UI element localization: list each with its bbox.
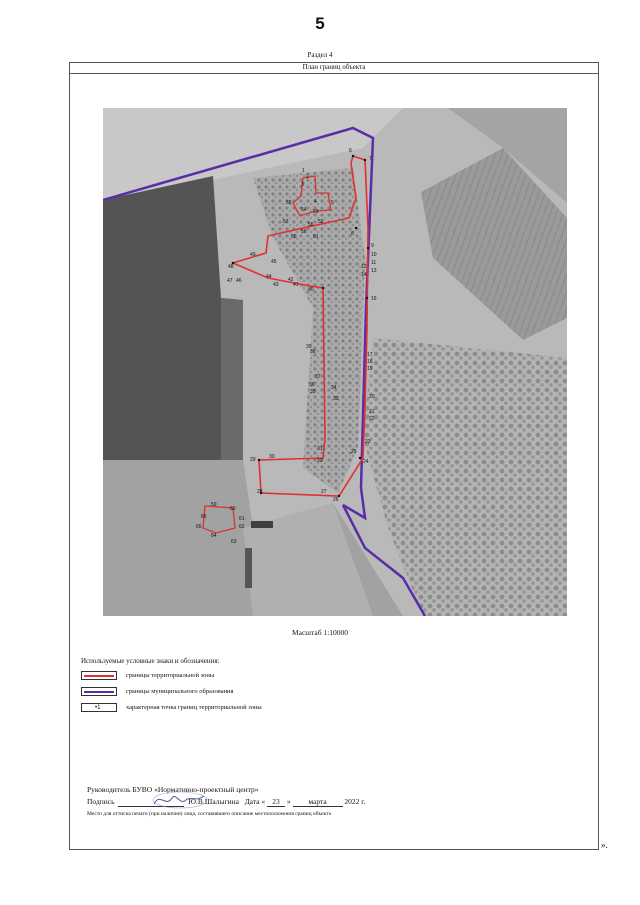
svg-text:61: 61 (239, 516, 245, 522)
svg-text:27: 27 (321, 489, 327, 495)
svg-text:39: 39 (306, 344, 312, 350)
svg-text:24: 24 (363, 459, 369, 465)
signature-label: Подпись (87, 797, 115, 806)
svg-text:19: 19 (367, 366, 373, 372)
svg-text:5: 5 (331, 200, 334, 206)
svg-text:11: 11 (371, 260, 377, 266)
svg-text:66: 66 (201, 514, 207, 520)
svg-text:36: 36 (309, 382, 315, 388)
closing-quote: ». (601, 840, 608, 850)
date-year: 2022 г. (344, 797, 366, 806)
svg-text:21: 21 (369, 409, 375, 415)
point-marker-icon: •1 (95, 705, 101, 711)
legend-swatch-zone (81, 671, 117, 680)
svg-text:3: 3 (301, 182, 304, 188)
svg-text:41: 41 (293, 282, 299, 288)
page-number: 5 (315, 14, 325, 33)
svg-text:9: 9 (371, 243, 374, 249)
svg-text:31: 31 (317, 446, 323, 452)
svg-text:18: 18 (367, 359, 373, 365)
svg-text:49: 49 (250, 252, 256, 258)
svg-text:10: 10 (371, 252, 377, 258)
svg-text:44: 44 (266, 274, 272, 280)
svg-text:57: 57 (283, 219, 289, 225)
svg-text:46: 46 (236, 278, 242, 284)
svg-text:32: 32 (317, 458, 323, 464)
svg-text:52: 52 (318, 219, 324, 225)
legend-title: Используемые условные знаки и обозначения: (81, 657, 220, 665)
svg-text:59: 59 (211, 502, 217, 508)
legend-label-zone: границы территориальной зоны (126, 672, 215, 679)
date-day: 23 (267, 797, 285, 807)
svg-text:51: 51 (313, 234, 319, 240)
boundary-map (103, 108, 567, 616)
svg-text:55: 55 (308, 222, 314, 228)
signature-line (87, 797, 365, 807)
svg-text:43: 43 (273, 282, 279, 288)
svg-text:47: 47 (227, 278, 233, 284)
svg-text:37: 37 (315, 374, 321, 380)
svg-text:30: 30 (269, 454, 275, 460)
svg-text:53: 53 (313, 209, 319, 215)
svg-text:29: 29 (250, 457, 256, 463)
handwritten-signature (150, 790, 208, 810)
svg-text:34: 34 (331, 385, 337, 391)
date-month: марта (293, 797, 343, 807)
signature-org: Руководитель БУВО «Нормативно-проектный центр» (87, 785, 259, 794)
svg-text:26: 26 (333, 497, 339, 503)
svg-text:8: 8 (351, 231, 354, 237)
svg-text:23: 23 (365, 439, 371, 445)
svg-text:40: 40 (308, 287, 314, 293)
svg-text:13: 13 (371, 268, 377, 274)
section-title: Раздел 4 (307, 51, 333, 59)
legend-swatch-municipal (81, 687, 117, 696)
svg-text:7: 7 (369, 156, 372, 162)
svg-text:50: 50 (291, 234, 297, 240)
svg-text:6: 6 (349, 148, 352, 154)
frame-title: План границ объекта (69, 62, 599, 74)
svg-text:65: 65 (196, 524, 202, 530)
svg-text:16: 16 (371, 296, 377, 302)
map-scale: Масштаб 1:10000 (291, 628, 349, 637)
svg-text:25: 25 (351, 449, 357, 455)
svg-text:28: 28 (257, 489, 263, 495)
svg-text:2: 2 (306, 174, 309, 180)
svg-text:62: 62 (239, 524, 245, 530)
legend-label-municipal: границы муниципального образования (126, 688, 234, 695)
svg-text:22: 22 (369, 416, 375, 422)
legend-label-point: характерная точка границ территориальной зоны (126, 704, 262, 711)
svg-text:12: 12 (361, 264, 367, 270)
svg-text:35: 35 (310, 389, 316, 395)
seal-note: Место для оттиска печати (при наличии) лица, составившего описание местоположения границ объекта (87, 811, 332, 817)
svg-text:45: 45 (271, 259, 277, 265)
svg-text:17: 17 (367, 352, 373, 358)
svg-text:64: 64 (211, 533, 217, 539)
svg-text:38: 38 (310, 349, 316, 355)
legend-swatch-point (81, 703, 117, 712)
date-label: Дата « (244, 797, 266, 806)
svg-text:54: 54 (301, 207, 307, 213)
svg-text:14: 14 (361, 272, 367, 278)
svg-text:20: 20 (369, 394, 375, 400)
svg-text:58: 58 (286, 200, 292, 206)
svg-text:60: 60 (230, 506, 236, 512)
svg-text:56: 56 (301, 229, 307, 235)
signer-name: Ю.В.Шалыгина (188, 797, 239, 806)
svg-text:1: 1 (302, 168, 305, 174)
svg-text:48: 48 (228, 264, 234, 270)
svg-text:63: 63 (231, 539, 237, 545)
svg-text:42: 42 (288, 277, 294, 283)
svg-text:33: 33 (333, 396, 339, 402)
date-day-close: » (286, 797, 291, 806)
svg-text:4: 4 (314, 199, 317, 205)
